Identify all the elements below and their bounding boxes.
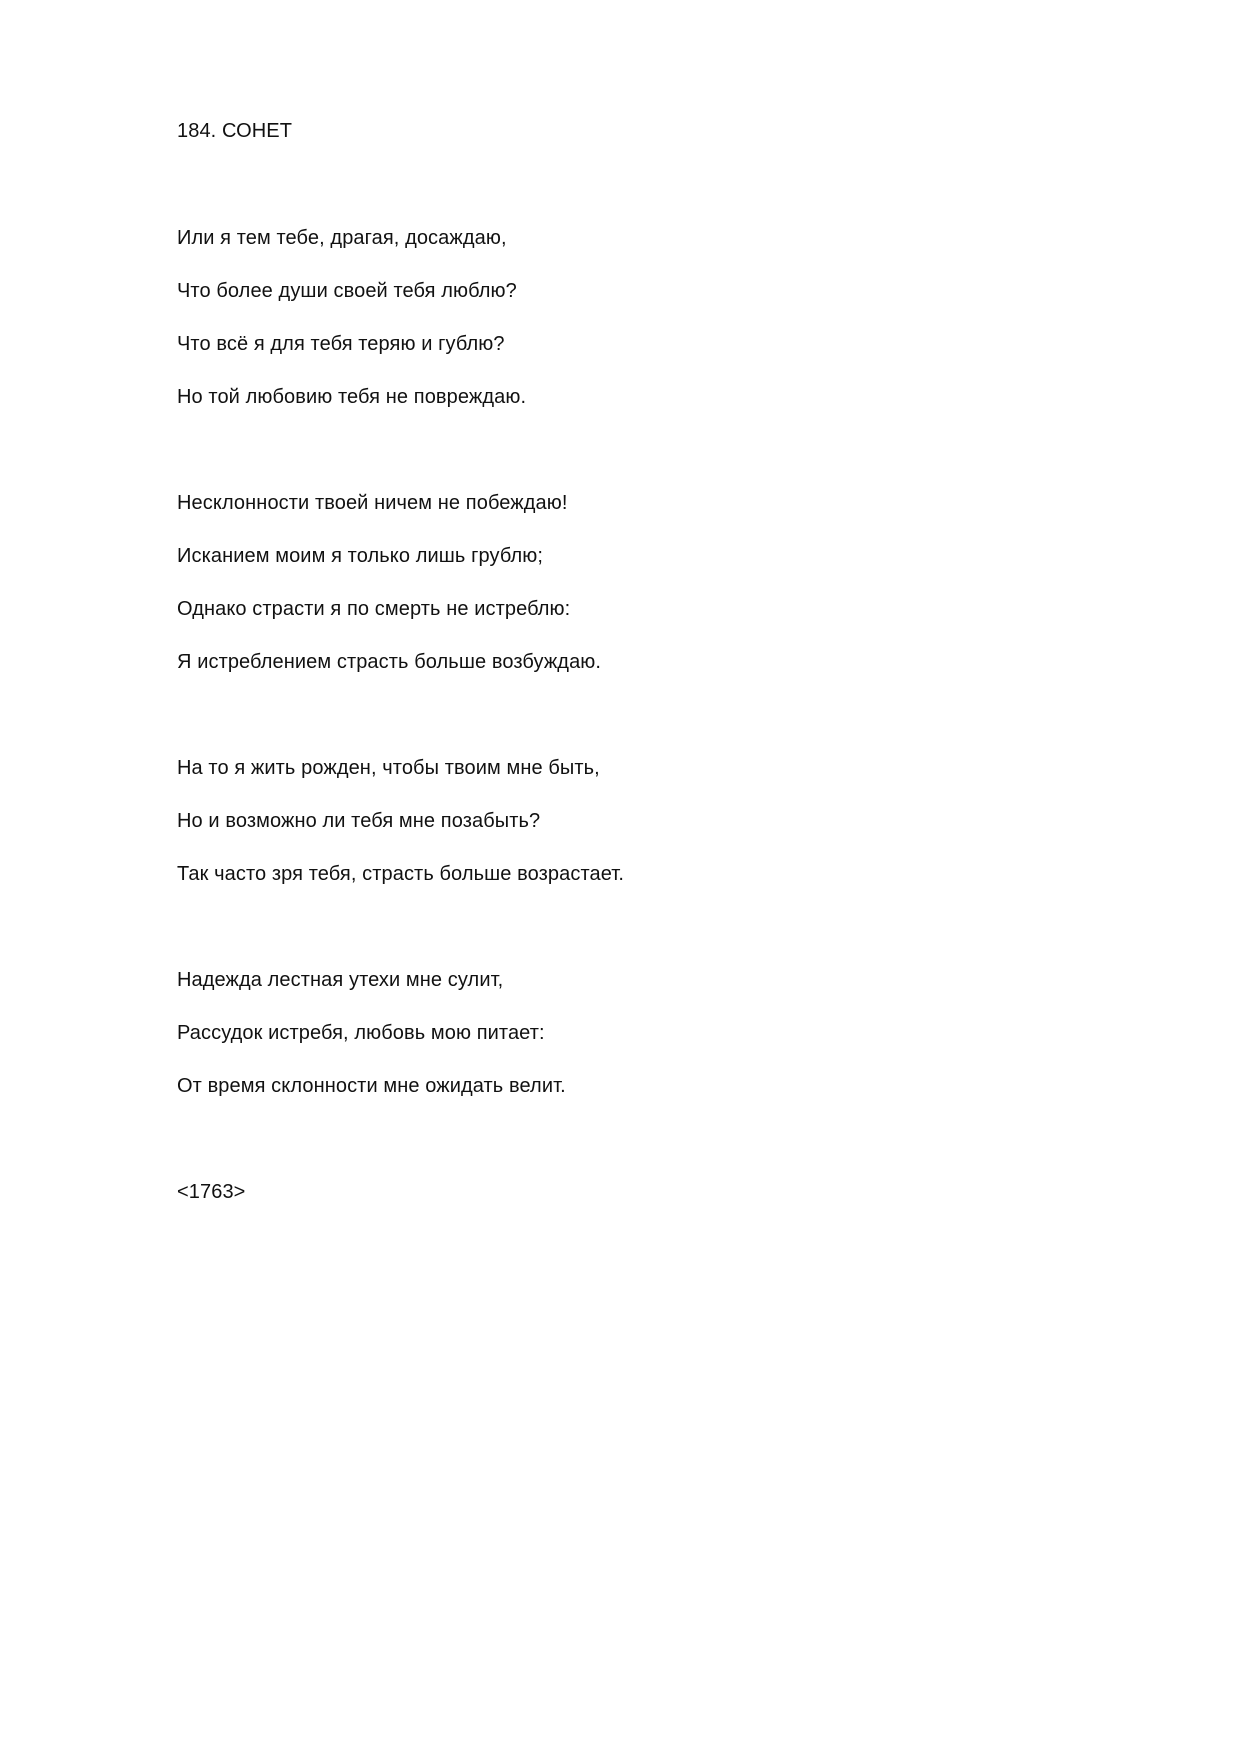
poem-line: Исканием моим я только лишь грублю; <box>177 545 543 567</box>
poem-line: От время склонности мне ожидать велит. <box>177 1075 566 1097</box>
poem-line: Однако страсти я по смерть не истреблю: <box>177 598 571 620</box>
poem-line: Я истреблением страсть больше возбуждаю. <box>177 651 602 673</box>
poem-line: Несклонности твоей ничем не побеждаю! <box>177 492 568 514</box>
poem-line: Но той любовию тебя не повреждаю. <box>177 386 527 408</box>
poem-line: Так часто зря тебя, страсть больше возрастает. <box>177 863 624 885</box>
poem-line: Надежда лестная утехи мне сулит, <box>177 969 504 991</box>
poem-title: 184. СОНЕТ <box>177 120 293 142</box>
poem-line: Или я тем тебе, драгая, досаждаю, <box>177 227 507 249</box>
poem-line: Что всё я для тебя теряю и гублю? <box>177 333 505 355</box>
poem-line: Что более души своей тебя люблю? <box>177 280 517 302</box>
poem-line: На то я жить рожден, чтобы твоим мне быть, <box>177 757 600 779</box>
poem-date: <1763> <box>177 1181 246 1203</box>
poem-line: Но и возможно ли тебя мне позабыть? <box>177 810 541 832</box>
poem-line: Рассудок истребя, любовь мою питает: <box>177 1022 545 1044</box>
